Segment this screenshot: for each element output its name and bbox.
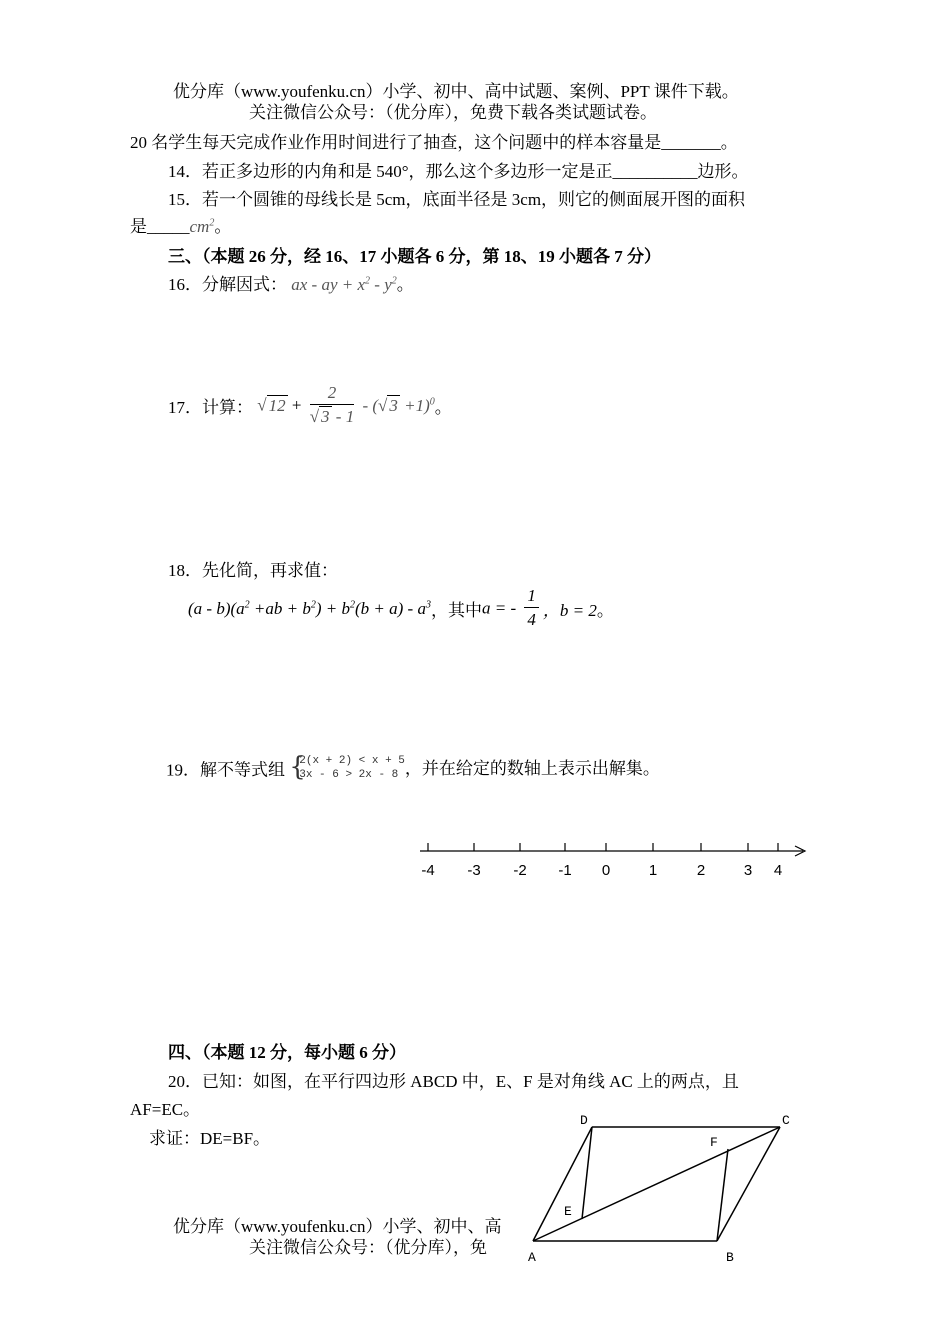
q17-minus: - bbox=[362, 395, 373, 415]
q17-sqrt-12: √ 12 bbox=[257, 395, 286, 415]
number-line-label: 2 bbox=[696, 862, 706, 879]
question-20-line-2: AF=EC。 bbox=[130, 1100, 201, 1119]
number-line-label: -3 bbox=[467, 862, 481, 879]
q17-paren-open: ( bbox=[372, 395, 379, 415]
question-18-label: 18．先化简，再求值： bbox=[168, 561, 338, 580]
footer-line-2: 关注微信公众号：（优分库），免 bbox=[249, 1238, 487, 1257]
question-19 bbox=[166, 754, 660, 782]
label-d: D bbox=[580, 1113, 588, 1128]
q18-expr bbox=[188, 599, 431, 618]
q18-cond-text: ，其中 bbox=[430, 601, 482, 620]
question-13-continuation: 20 名学生每天完成作业作用时间进行了抽查，这个问题中的样本容量是_______。 bbox=[130, 133, 738, 152]
q15-unit-sup: 2 bbox=[209, 217, 215, 229]
number-line bbox=[410, 835, 820, 885]
q19-inequality-2: 3x - 6 > 2x - 8 bbox=[299, 769, 399, 781]
number-line-label: 1 bbox=[648, 862, 658, 879]
number-line-label: -2 bbox=[513, 862, 527, 879]
section-3-heading: 三、（本题 26 分，经 16、17 小题各 6 分，第 18、19 小题各 7 分） bbox=[168, 247, 661, 266]
q19-inequality-system bbox=[289, 754, 405, 782]
q15-prefix: 是_____ bbox=[130, 217, 190, 236]
q18-cond-a: a = - bbox=[481, 598, 521, 618]
header-line-2: 关注微信公众号：（优分库），免费下载各类试题试卷。 bbox=[249, 103, 657, 122]
label-b: B bbox=[726, 1250, 734, 1265]
q17-paren-rest: +1) bbox=[399, 395, 430, 415]
q19-brace: { bbox=[289, 752, 306, 782]
q17-plus: + bbox=[291, 395, 302, 415]
question-20-prove: 求证：DE=BF。 bbox=[149, 1129, 271, 1148]
number-line-ticks bbox=[421, 843, 782, 879]
q18-expr-d: (b + a) - a bbox=[355, 598, 426, 618]
question-15-line-1: 15．若一个圆锥的母线长是 5cm，底面半径是 3cm，则它的侧面展开图的面积 bbox=[168, 190, 746, 209]
q18-expr-b: +ab + b bbox=[249, 598, 311, 618]
q16-label: 16．分解因式： bbox=[168, 275, 287, 294]
q17-end: 。 bbox=[434, 398, 452, 417]
q16-sup1: 2 bbox=[365, 275, 371, 287]
q17-den-sqrt: 3 bbox=[321, 407, 330, 426]
q16-expr-part1: ax - ay + x bbox=[291, 275, 366, 294]
q19-inequality-1: 2(x + 2) < x + 5 bbox=[299, 755, 405, 767]
q18-sup-d: 3 bbox=[425, 598, 431, 610]
diagonal-ac bbox=[533, 1127, 780, 1241]
q17-sqrt12-value: 12 bbox=[268, 395, 286, 415]
question-18-expression bbox=[188, 585, 614, 632]
q17-exp: 0 bbox=[429, 395, 435, 407]
label-f: F bbox=[710, 1135, 718, 1150]
q17-tail: - (√ 3 +1)$^0$ bbox=[362, 395, 435, 415]
label-a: A bbox=[528, 1250, 536, 1265]
side-da bbox=[533, 1127, 592, 1241]
question-16 bbox=[168, 270, 414, 295]
q18-sup-b: 2 bbox=[310, 598, 316, 610]
q17-den-rest: - 1 bbox=[331, 407, 355, 426]
q19-rest: ，并在给定的数轴上表示出解集。 bbox=[404, 759, 660, 778]
q16-end: 。 bbox=[396, 275, 414, 294]
segment-de bbox=[582, 1127, 592, 1219]
q16-expr-part2: - y bbox=[370, 275, 392, 294]
q19-label: 19．解不等式组 bbox=[166, 760, 285, 780]
q18-frac-den: 4 bbox=[527, 610, 536, 629]
segment-bf bbox=[717, 1149, 728, 1241]
q17-sqrt3: 3 bbox=[389, 395, 398, 415]
footer-line-1: 优分库（www.youfenku.cn）小学、初中、高 bbox=[173, 1217, 502, 1236]
q18-sup-c: 2 bbox=[350, 598, 355, 610]
q18-cond-b: ，b = 2 bbox=[542, 601, 597, 620]
q17-fraction bbox=[310, 382, 355, 429]
q17-frac-num: 2 bbox=[310, 382, 355, 405]
section-4-heading: 四、（本题 12 分，每小题 6 分） bbox=[168, 1043, 406, 1062]
q18-sup-a: 2 bbox=[244, 598, 250, 610]
number-line-label: 0 bbox=[601, 862, 611, 879]
q18-frac-num: 1 bbox=[524, 585, 539, 608]
parallelogram-figure bbox=[520, 1108, 810, 1268]
question-17 bbox=[168, 382, 452, 429]
number-line-label: 3 bbox=[743, 862, 753, 879]
question-20-line-1: 20．已知：如图，在平行四边形 ABCD 中，E、F 是对角线 AC 上的两点，且 bbox=[168, 1072, 739, 1091]
q18-end: 。 bbox=[596, 601, 614, 620]
header-line-1: 优分库（www.youfenku.cn）小学、初中、高中试题、案例、PPT 课件下载。 bbox=[173, 82, 739, 101]
q15-suffix: 。 bbox=[214, 217, 232, 236]
number-line-label: -4 bbox=[421, 862, 435, 879]
q15-unit: cm bbox=[189, 217, 210, 236]
side-bc bbox=[717, 1127, 780, 1241]
q17-label: 17．计算： bbox=[168, 398, 253, 417]
q16-expression bbox=[291, 275, 397, 294]
q17-frac-den: √ 3 - 1 bbox=[309, 407, 355, 426]
question-14: 14．若正多边形的内角和是 540°，那么这个多边形一定是正__________边形。 bbox=[168, 162, 749, 181]
q18-expr-a: (a - b)(a bbox=[188, 598, 245, 618]
q18-expr-c: ) + b bbox=[315, 598, 350, 618]
number-line-label: -1 bbox=[558, 862, 572, 879]
q18-fraction bbox=[524, 585, 539, 632]
number-line-label: 4 bbox=[773, 862, 783, 879]
label-e: E bbox=[564, 1204, 572, 1219]
question-15-line-2 bbox=[130, 212, 231, 237]
q16-sup2: 2 bbox=[391, 275, 397, 287]
label-c: C bbox=[782, 1113, 790, 1128]
